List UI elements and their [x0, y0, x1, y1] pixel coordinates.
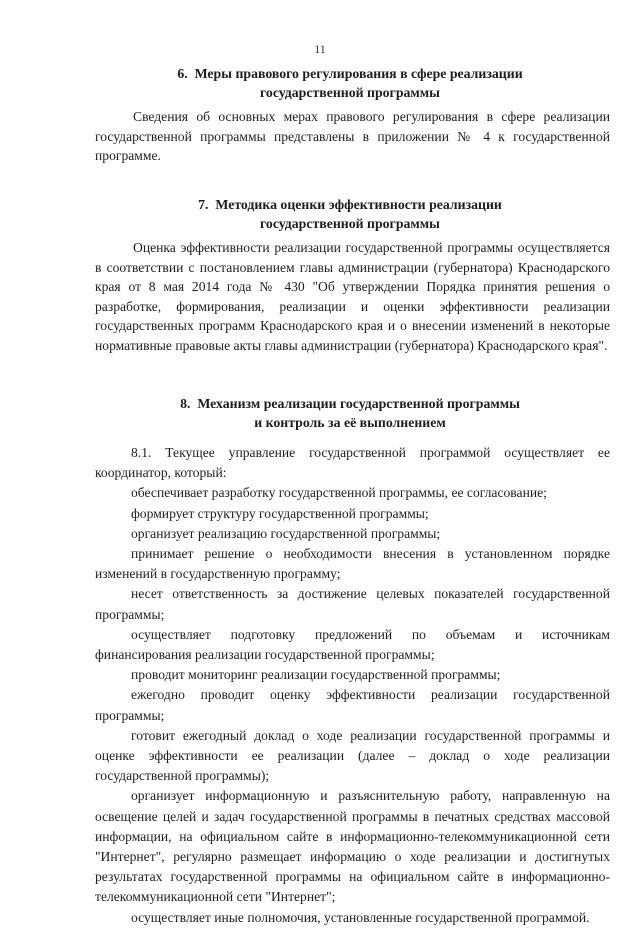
list-item: несет ответственность за достижение целевых показателей государственной программы;	[95, 586, 610, 622]
list-item: формирует структуру государственной программы;	[131, 505, 429, 521]
section-7-heading-line-2: государственной программы	[260, 216, 440, 231]
section-7-heading	[95, 195, 605, 233]
list-item: 8.1. Текущее управление государственной программой осуществляет ее координатор, который:	[95, 445, 610, 481]
section-7-paragraph: Оценка эффективности реализации государственной программы осуществляется в соответствии с постановлением главы администрации (губернатора) Краснодарского края от 8 мая 2014 года № 430 "Об утверждении Порядка принятия решения о разработке, формирования, реализации и оценки эффективности реализации государственных программ Краснодарского края и о внесении изменений в некоторые нормативные правовые акты главы администрации (губернатора) Краснодарского края".	[95, 240, 610, 353]
section-6-paragraph: Сведения об основных мерах правового регулирования в сфере реализации государственной программы представлены в приложении № 4 к государственной программе.	[95, 109, 610, 164]
section-6-heading	[95, 64, 605, 102]
list-item: организует реализацию государственной программы;	[131, 525, 441, 541]
list-item: проводит мониторинг реализации государственной программы;	[131, 667, 501, 683]
list-item: осуществляет подготовку предложений по объемам и источникам финансирования реализации государственной программы;	[95, 626, 610, 663]
section-8-heading-line-2: и контроль за её выполнением	[254, 415, 446, 430]
section-6-heading-line-1: 6. Меры правового регулирования в сфере реализации	[177, 66, 523, 81]
section-6-heading-line-2: государственной программы	[260, 85, 440, 100]
list-item: обеспечивает разработку государственной программы, ее согласование;	[131, 485, 547, 501]
section-8-list	[95, 443, 610, 928]
list-item: ежегодно проводит оценку эффективности реализации государственной программы;	[95, 687, 610, 723]
page-number: 11	[314, 42, 326, 56]
list-item: осуществляет иные полномочия, установленные государственной программой.	[131, 909, 590, 925]
section-7-heading-line-1: 7. Методика оценки эффективности реализации	[198, 197, 502, 212]
section-8-heading	[95, 394, 605, 432]
list-item: организует информационную и разъяснительную работу, направленную на освещение целей и задач государственной программы в печатных средствах массовой информации, на официальном сайте в информационно-телекоммуникационной сети "Интернет", регулярно размещает информацию о ходе реализации и достигнутых результатах государственной программы на официальном сайте в информационно-телекоммуникационной сети "Интернет";	[95, 788, 610, 905]
list-item: принимает решение о необходимости внесения в установленном порядке изменений в государственную программу;	[95, 546, 610, 582]
list-item: готовит ежегодный доклад о ходе реализации государственной программы и оценке эффективности ее реализации (далее – доклад о ходе реализации государственной программы);	[95, 727, 610, 784]
section-8-heading-line-1: 8. Механизм реализации государственной программы	[180, 396, 520, 411]
